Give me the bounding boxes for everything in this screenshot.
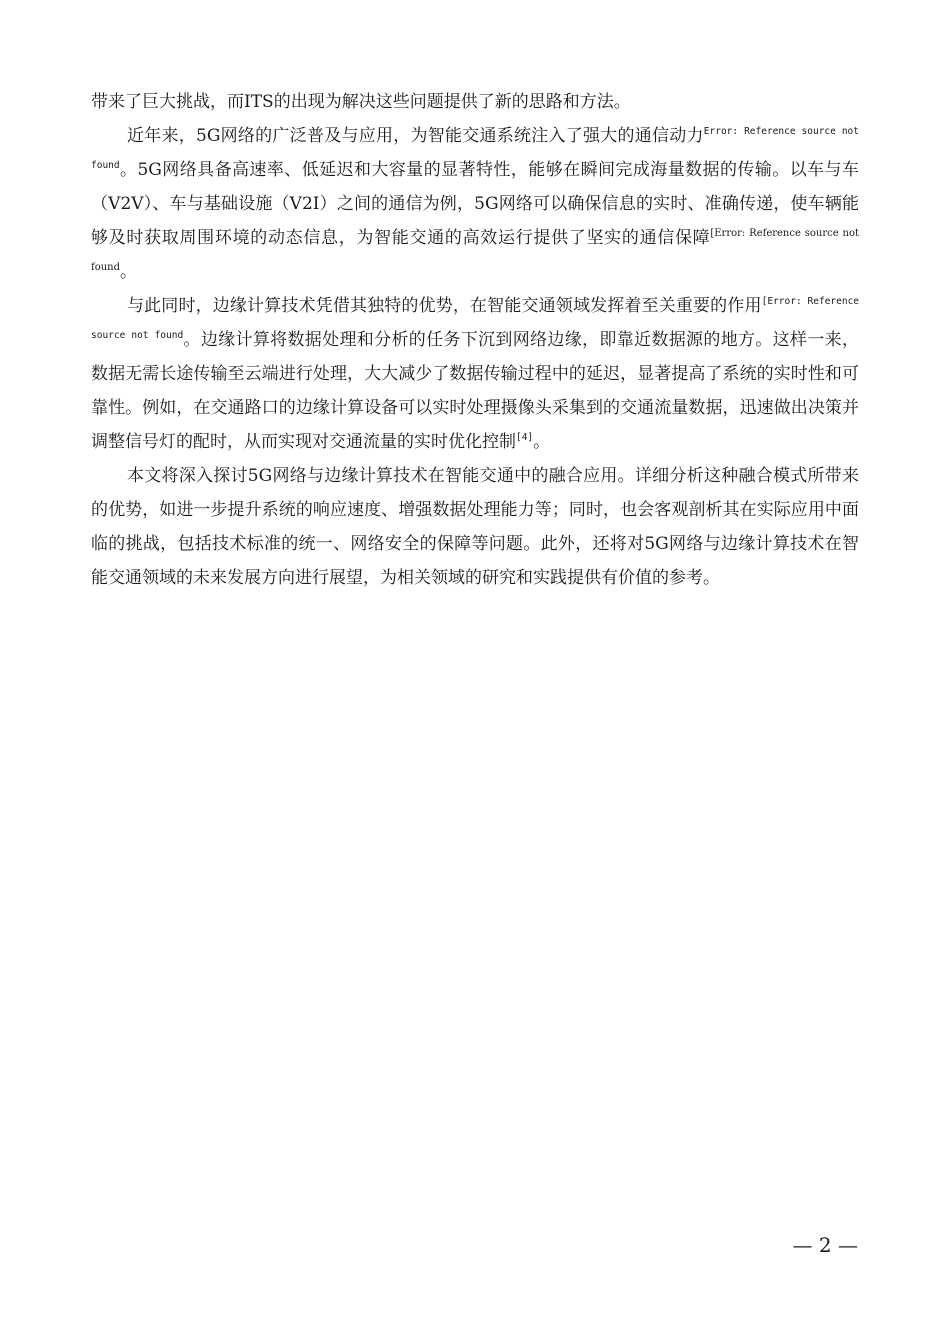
- paragraph-text: 。5G网络具备高速率、低延迟和大容量的显著特性，能够在瞬间完成海量数据的传输。以车与车（V2V）、车与基础设施（V2I）之间的通信为例，5G网络可以确保信息的实时、准确传递，使车辆能够及时获取周围环境的动态信息，为智能交通的高效运行提供了坚实的通信保障: [91, 160, 859, 248]
- citation-superscript: [4]: [516, 432, 534, 443]
- citation-error-superscript: [Error: Reference source not found: [91, 296, 860, 341]
- page-number: — 2 —: [792, 1233, 858, 1257]
- paragraph-text: 。: [533, 432, 551, 452]
- paragraph-continuation: [91, 85, 859, 119]
- paragraph-text: 。: [120, 262, 138, 282]
- paragraph-text: 带来了巨大挑战，而ITS的出现为解决这些问题提供了新的思路和方法。: [91, 92, 631, 112]
- paragraph-edge-computing: [91, 289, 859, 459]
- paragraph-5g-network: [91, 119, 859, 289]
- citation-error-superscript: [Error: Reference source not found: [91, 228, 860, 273]
- paragraph-text: 。边缘计算将数据处理和分析的任务下沉到网络边缘，即靠近数据源的地方。这样一来，数据无需长途传输至云端进行处理，大大减少了数据传输过程中的延迟，显著提高了系统的实时性和可靠性。例如，在交通路口的边缘计算设备可以实时处理摄像头采集到的交通流量数据，迅速做出决策并调整信号灯的配时，从而实现对交通流量的实时优化控制: [91, 330, 859, 452]
- paragraph-text: 近年来，5G网络的广泛普及与应用，为智能交通系统注入了强大的通信动力: [127, 126, 704, 146]
- citation-error-superscript: Error: Reference source not found: [91, 126, 859, 171]
- paragraph-text: 与此同时，边缘计算技术凭借其独特的优势，在智能交通领域发挥着至关重要的作用: [127, 296, 762, 316]
- body-text: [91, 85, 859, 595]
- paragraph-text: 本文将深入探讨5G网络与边缘计算技术在智能交通中的融合应用。详细分析这种融合模式所带来的优势，如进一步提升系统的响应速度、增强数据处理能力等；同时，也会客观剖析其在实际应用中面临的挑战，包括技术标准的统一、网络安全的保障等问题。此外，还将对5G网络与边缘计算技术在智能交通领域的未来发展方向进行展望，为相关领域的研究和实践提供有价值的参考。: [91, 466, 859, 588]
- paragraph-overview: [91, 459, 859, 595]
